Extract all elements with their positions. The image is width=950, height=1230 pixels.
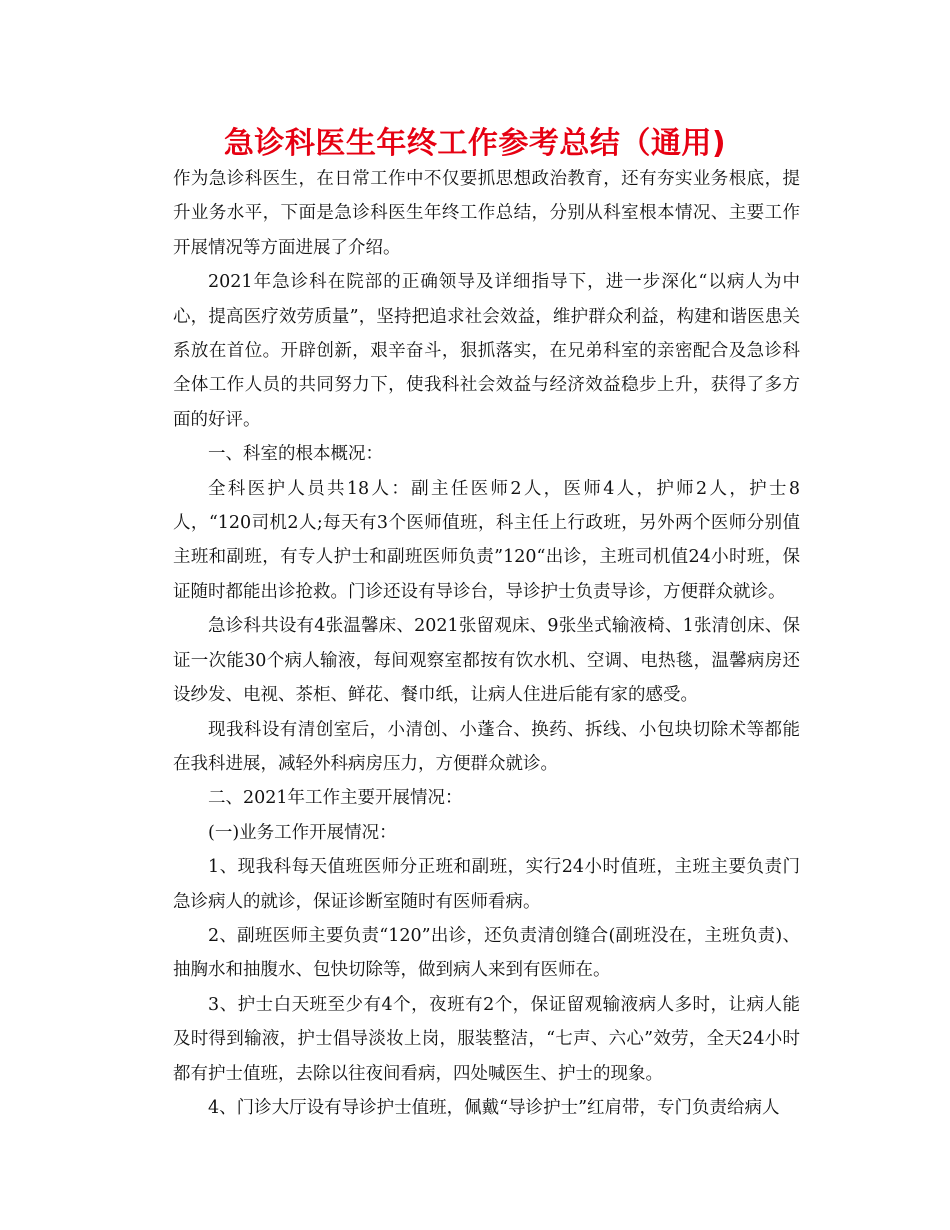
section-heading: 二、2021年工作主要开展情况： (208, 788, 463, 809)
list-item: 1、现我科每天值班医师分正班和副班，实行24小时值班，主班主要负责门急诊病人的就诊，保证诊断室随时有医师看病。 (173, 857, 800, 912)
document-title: 急诊科医生年终工作参考总结（通用) (223, 126, 727, 161)
paragraph: 现我科设有清创室后，小清创、小蓬合、换药、拆线、小包块切除术等都能在我科进展，减轻外科病房压力，方便群众就诊。 (173, 719, 800, 774)
list-item: 4、门诊大厅设有导诊护士值班，佩戴“导诊护士”红肩带，专门负责给病人 (208, 1097, 780, 1118)
list-item: 3、护士白天班至少有4个，夜班有2个，保证留观输液病人多时，让病人能及时得到输液，护士倡导淡妆上岗，服装整洁，“七声、六心”效劳，全天24小时都有护士值班，去除以往夜间看病，四处喊医生、护士的现象。 (173, 994, 800, 1084)
paragraph: 急诊科共设有4张温馨床、2021张留观床、9张坐式输液椅、1张清创床、保证一次能30个病人输液，每间观察室都按有饮水机、空调、电热毯，温馨病房还设纱发、电视、茶柜、鲜花、餐巾纸，让病人住进后能有家的感受。 (173, 616, 800, 706)
paragraph: 2021年急诊科在院部的正确领导及详细指导下，进一步深化“以病人为中心，提高医疗效劳质量”，坚持把追求社会效益，维护群众利益，构建和谐医患关系放在首位。开辟创新，艰辛奋斗，狠抓落实，在兄弟科室的亲密配合及急诊科全体工作人员的共同努力下，使我科社会效益与经济效益稳步上升，获得了多方面的好评。 (173, 272, 800, 430)
section-heading: 一、科室的根本概况： (208, 444, 383, 465)
list-item: 2、副班医师主要负责“120”出诊，还负责清创缝合(副班没在，主班负责)、抽胸水和抽腹水、包快切除等，做到病人来到有医师在。 (173, 925, 800, 981)
document-body (173, 162, 800, 1125)
subsection-heading: (一)业务工作开展情况： (208, 822, 397, 843)
paragraph-intro: 作为急诊科医生，在日常工作中不仅要抓思想政治教育，还有夯实业务根底，提升业务水平，下面是急诊科医生年终工作总结，分别从科室根本情况、主要工作开展情况等方面进展了介绍。 (173, 169, 800, 258)
paragraph: 全科医护人员共18人：副主任医师2人，医师4人，护师2人，护士8人，“120司机2人;每天有3个医师值班，科主任上行政班，另外两个医师分别值主班和副班，有专人护士和副班医师负责”120“出诊，主班司机值24小时班，保证随时都能出诊抢救。门诊还设有导诊台，导诊护士负责导诊，方便群众就诊。 (173, 478, 800, 602)
